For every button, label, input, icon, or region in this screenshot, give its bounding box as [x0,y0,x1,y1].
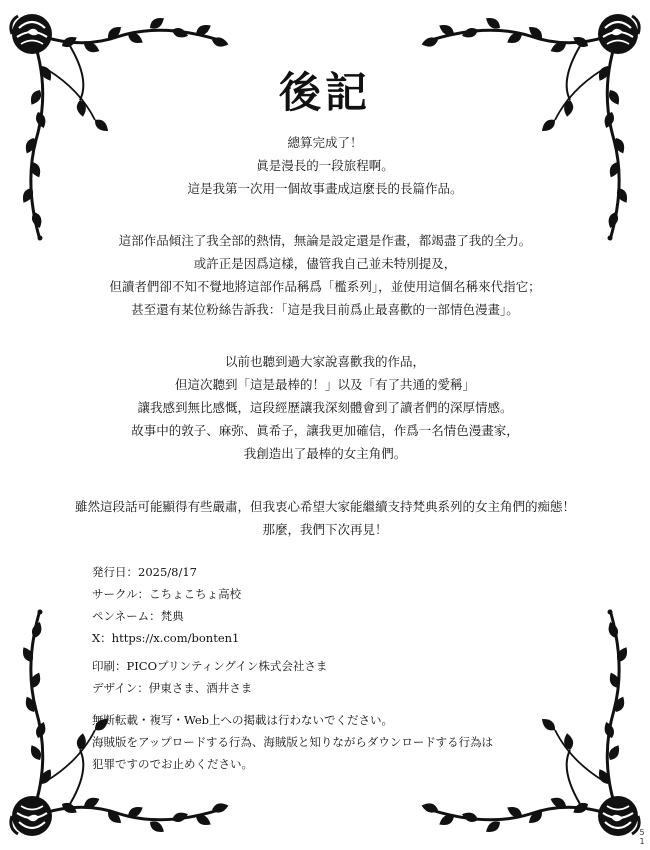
notice-line: 犯罪ですのでお止めください。 [92,757,253,771]
text-line: 我創造出了最棒的女主角們。 [243,446,407,461]
text-line: 甚至還有某位粉絲告訴我：「這是我目前爲止最喜歡的一部情色漫畫」。 [131,302,519,317]
text-line: 雖然這段話可能顯得有些嚴肅，但我衷心希望大家能繼續支持梵典系列的女主角們的痴態！ [74,499,575,514]
colophon-info [92,561,562,649]
text-line: 故事中的敦子、麻弥、眞希子，讓我更加確信，作爲一名情色漫畫家， [131,423,519,438]
pen-name: ペンネーム：梵典 [92,609,184,623]
page-title: 後記 [278,68,371,117]
text-line: 這是我第一次用一個故事畫成這麼長的長篇作品。 [187,181,463,196]
text-line: 但讀者們卻不知不覺地將這部作品稱爲「檻系列」，並使用這個名稱來代指它； [109,279,541,294]
design-credit: デザイン：伊東さま、酒井さま [92,681,253,695]
afterword-paragraph-2 [0,229,650,321]
page-number: 51 [639,828,645,846]
text-line: 讓我感到無比感慨，這段經歷讓我深刻體會到了讀者們的深厚情感。 [137,400,513,415]
notice-line: 無断転載・複写・Web上への掲載は行わないでください。 [92,713,394,727]
text-line: 總算完成了！ [287,135,363,150]
circle-name: サークル：こちょこちょ高校 [92,587,242,601]
publish-date: 発行日：2025/8/17 [92,565,197,579]
text-line: 或許正是因爲這樣，儘管我自己並未特別提及， [193,256,457,271]
text-line: 這部作品傾注了我全部的熱情，無論是設定還是作畫，都竭盡了我的全力。 [118,233,532,248]
text-line: 那麼，我們下次再見！ [262,522,388,537]
afterword-paragraph-3 [0,350,650,465]
notice-line: 海賊版をアップロードする行為、海賊版と知りながらダウンロードする行為は [92,735,494,749]
rose-vine-corner-top-left [0,0,240,250]
text-line: 以前也聽到過大家說喜歡我的作品， [224,354,425,369]
x-account: X：https://x.com/bonten1 [92,631,240,645]
colophon-notice [92,709,562,775]
printer-credit: 印刷：PICOプリンティングイン株式会社さま [92,659,328,673]
rose-vine-corner-top-right [410,0,650,250]
afterword-paragraph-1 [0,131,650,200]
afterword-paragraph-4 [0,495,650,541]
colophon-credits [92,655,562,699]
text-line: 但這次聽到「這是最棒的！」以及「有了共通的愛稱」 [174,377,475,392]
text-line: 眞是漫長的一段旅程啊。 [256,158,394,173]
